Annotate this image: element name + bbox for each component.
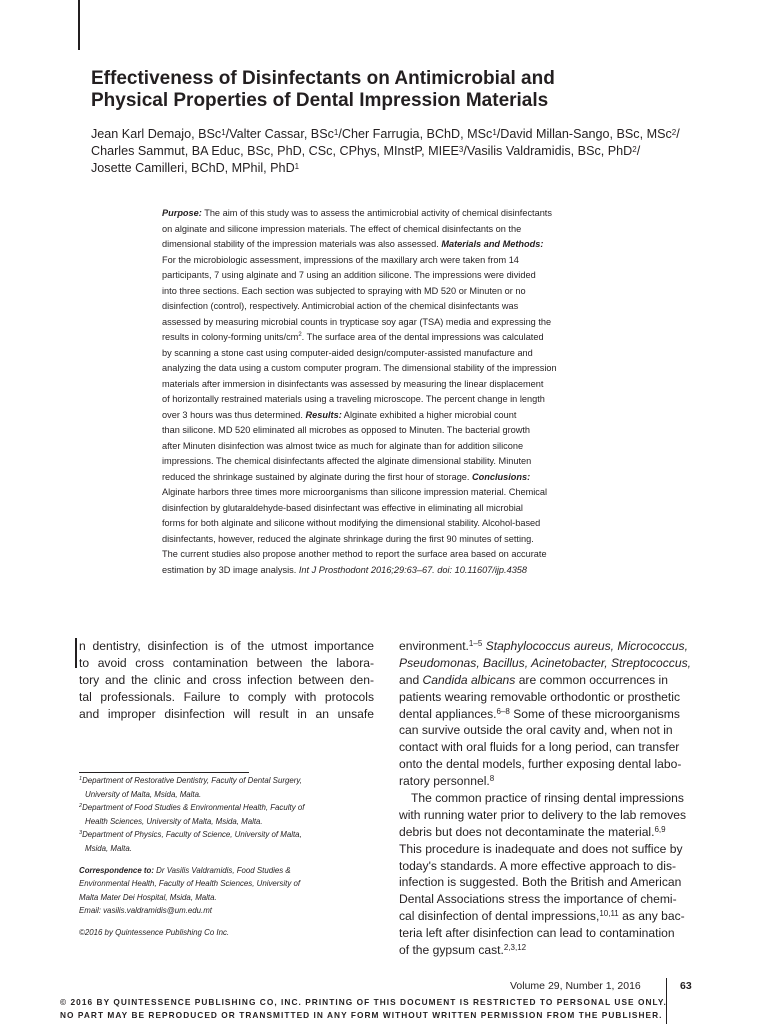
body-line: onto the dental models, further exposing dental labo- [399, 757, 682, 772]
body-line: cal disinfection of dental impressions,$^{10,11}$ as any bac- [399, 909, 685, 924]
body-line: debris but does not decontaminate the material.$^{6,9}$ [399, 824, 666, 839]
abstract-line: forms for both alginate and silicone without modifying the dimensional stability. Alcohol-based [162, 518, 541, 528]
copyright-line-2: NO PART MAY BE REPRODUCED OR TRANSMITTED IN ANY FORM WITHOUT WRITTEN PERMISSION FROM THE PUBLISHER. [60, 1010, 663, 1020]
copyright-line-1: © 2016 BY QUINTESSENCE PUBLISHING CO, INC. PRINTING OF THIS DOCUMENT IS RESTRICTED TO PERSONAL USE ONLY. [60, 997, 667, 1007]
affiliation-3: $^3$Department of Physics, Faculty of Science, University of Malta, [79, 830, 302, 840]
citation: Int J Prosthodont 2016;29:63–67. doi: 10.11607/ijp.4358 [298, 564, 528, 575]
body-line: tory and the clinic and cross infection between den- [79, 672, 374, 687]
copyright-notice [60, 996, 720, 1022]
abstract-line: analyzing the data using a custom computer program. The dimensional stability of the impression [162, 363, 557, 373]
affiliation-2: $^2$Department of Food Studies & Environmental Health, Faculty of [79, 803, 305, 813]
body-line: patients wearing removable orthodontic or prosthetic [399, 689, 680, 704]
abstract-line: after Minuten disinfection was almost twice as much for alginate than for addition silicone [162, 440, 524, 451]
body-line: with running water prior to delivery to the lab removes [399, 807, 687, 822]
abstract-line: estimation by 3D image analysis. Int J Prosthodont 2016;29:63–67. doi: 10.11607/ijp.4358 [162, 564, 528, 575]
abstract-line: The current studies also propose another method to report the surface area based on accurate [162, 549, 547, 559]
purpose-label: Purpose: [162, 208, 202, 218]
body-line: environment.$^{1-5}$ Staphylococcus aureus, Micrococcus, [399, 639, 688, 653]
affiliation-2-cont: Health Sciences, University of Malta, Msida, Malta. [85, 816, 263, 826]
body-line: today's standards. A more effective approach to dis- [399, 858, 677, 873]
abstract-line: into three sections. Each section was subjected to spraying with MD 520 or Minuten or no [162, 285, 526, 296]
body-line: tal professionals. Failure to comply with protocols [79, 689, 374, 704]
abstract-line: For the microbiologic assessment, impressions of the maxillary arch were taken from 14 [162, 254, 519, 265]
body-line: contact with oral fluids for a long period, can transfer [399, 740, 680, 755]
abstract-line: reduced the shrinkage sustained by alginate during the first hour of storage. Conclusions: [162, 471, 531, 482]
body-line: This procedure is inadequate and does not suffice by [399, 841, 683, 856]
abstract-line: impressions. The chemical disinfectants affected the alginate dimensional stability. Minuten [162, 456, 532, 466]
conclusions-label: Conclusions: [472, 471, 531, 482]
abstract-line: disinfectants, however, reduced the alginate shrinkage during the first 90 minutes of setting. [162, 533, 534, 544]
body-line: of the gypsum cast.$^{2,3,12}$ [399, 943, 527, 958]
abstract-line: than silicone. MD 520 eliminated all microbes as opposed to Minuten. The bacterial growth [162, 425, 531, 435]
journal-volume: Volume 29, Number 1, 2016 [510, 980, 641, 992]
abstract-line: results in colony-forming units/$cm^2$. The surface area of the dental impressions was calculated [162, 332, 544, 342]
body-left-column [79, 638, 374, 722]
abstract-line: by scanning a stone cast using computer-aided design/computer-assisted manufacture and [162, 347, 533, 358]
article-title [91, 68, 711, 112]
page-number: 63 [680, 980, 692, 992]
footnote-divider [79, 772, 249, 773]
abstract-line: assessed by measuring microbial counts in trypticase soy agar (TSA) media and expressing the [162, 316, 552, 327]
abstract [162, 206, 622, 578]
abstract-line: Purpose: The aim of this study was to assess the antimicrobial activity of chemical disinfectants [162, 208, 552, 218]
abstract-line: over 3 hours was thus determined. Results: Alginate exhibited a higher microbial count [162, 409, 517, 420]
abstract-line: of horizontally restrained materials using a traveling microscope. The percent change in length [162, 394, 545, 404]
footnotes [79, 774, 369, 940]
author-list [91, 126, 691, 177]
body-line: to avoid cross contamination between the labora- [79, 655, 374, 670]
abstract-line: on alginate and silicone impression materials. The effect of chemical disinfectants on the [162, 223, 522, 234]
title-line-2: Physical Properties of Dental Impression Materials [91, 90, 549, 111]
body-line: and improper disinfection will result in an unsafe [79, 706, 374, 721]
methods-label: Materials and Methods: [441, 239, 544, 249]
drop-cap-i [75, 638, 77, 668]
body-right-column [399, 638, 693, 959]
top-left-vertical-rule [78, 0, 80, 50]
abstract-line: disinfection by glutaraldehyde-based disinfectant was effective in eliminating all microbial [162, 502, 523, 513]
authors-line-1: Jean Karl Demajo, BSc$^1$/Valter Cassar, BSc$^1$/Cher Farrugia, BChD, MSc$^1$/David Millan-Sango, BSc, MSc$^2$/ [91, 127, 680, 141]
correspondence-line: Malta Mater Dei Hospital, Msida, Malta. [79, 892, 217, 902]
body-line: Pseudomonas, Bacillus, Acinetobacter, Streptococcus, [399, 655, 691, 670]
body-line: dental appliances.$^{6-8}$ Some of these microorganisms [399, 706, 680, 721]
correspondence-email: Email: vasilis.valdramidis@um.edu.mt [79, 906, 212, 916]
body-line: ratory personnel.$^8$ [399, 774, 495, 789]
body-line: n dentistry, disinfection is of the utmost importance [79, 639, 374, 653]
abstract-line: participants, 7 using alginate and 7 using an addition silicone. The impressions were divided [162, 270, 536, 280]
authors-line-3: Josette Camilleri, BChD, MPhil, PhD$^1$ [91, 161, 300, 175]
affiliation-1: $^1$Department of Restorative Dentistry, Faculty of Dental Surgery, [79, 776, 302, 785]
results-label: Results: [305, 409, 342, 420]
body-line: teria left after disinfection can lead to contamination [399, 926, 675, 941]
affiliation-3-cont: Msida, Malta. [85, 843, 132, 853]
footnote-copyright: ©2016 by Quintessence Publishing Co Inc. [79, 927, 230, 937]
title-line-1: Effectiveness of Disinfectants on Antimicrobial and [91, 68, 555, 89]
abstract-line: disinfection (control), respectively. Antimicrobial action of the chemical disinfectants was [162, 301, 519, 311]
body-line: Dental Associations stress the importance of chemi- [399, 892, 677, 907]
correspondence: Correspondence to: Dr Vasilis Valdramidis, Food Studies & [79, 865, 291, 875]
body-line: The common practice of rinsing dental impressions [411, 791, 684, 806]
affiliation-1-cont: University of Malta, Msida, Malta. [85, 789, 202, 799]
body-line: and Candida albicans are common occurrences in [399, 672, 668, 687]
body-line: infection is suggested. Both the British and American [399, 875, 682, 890]
abstract-line: materials after immersion in disinfectants was assessed by measuring the linear displacement [162, 378, 544, 389]
body-line: can survive outside the oral cavity and, when not in [399, 723, 673, 738]
abstract-line: dimensional stability of the impression materials was also assessed. Materials and Methods: [162, 239, 544, 249]
correspondence-line: Environmental Health, Faculty of Health Sciences, University of [79, 879, 301, 889]
correspondence-label: Correspondence to: [79, 865, 154, 875]
abstract-line: Alginate harbors three times more microorganisms than silicone impression material. Chemical [162, 487, 548, 497]
authors-line-2: Charles Sammut, BA Educ, BSc, PhD, CSc, CPhys, MInstP, MIEE$^3$/Vasilis Valdramidis, BSc, PhD$^2$/ [91, 144, 641, 158]
